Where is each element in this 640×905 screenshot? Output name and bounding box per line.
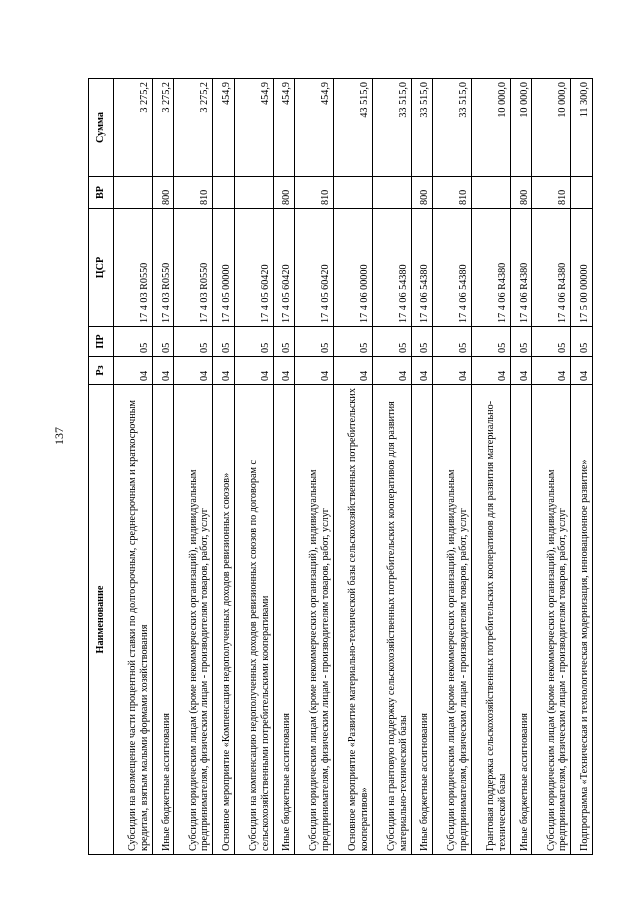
cell-csr: 17 4 05 60420 — [273, 209, 295, 327]
cell-sum: 454,9 — [234, 79, 273, 177]
table-row — [114, 79, 153, 855]
table-row — [334, 79, 373, 855]
cell-name: Субсидии на грантовую поддержку сельскохозяйственных потребительских кооперативов для развития материально-технической базы — [372, 385, 411, 855]
cell-vr — [114, 177, 153, 209]
cell-vr — [472, 177, 511, 209]
table-row — [510, 79, 532, 855]
cell-vr: 800 — [273, 177, 295, 209]
cell-pr: 05 — [532, 327, 571, 357]
cell-pr: 05 — [510, 327, 532, 357]
cell-csr: 17 4 05 00000 — [213, 209, 235, 327]
cell-vr: 810 — [295, 177, 334, 209]
cell-vr — [372, 177, 411, 209]
cell-sum: 454,9 — [273, 79, 295, 177]
cell-rz: 04 — [571, 357, 593, 385]
table-row — [372, 79, 411, 855]
rotated-page — [88, 79, 593, 855]
table-header-row — [89, 79, 114, 855]
cell-rz: 04 — [532, 357, 571, 385]
cell-name: Иные бюджетные ассигнования — [152, 385, 174, 855]
cell-pr: 05 — [433, 327, 472, 357]
cell-pr: 05 — [273, 327, 295, 357]
cell-vr: 810 — [174, 177, 213, 209]
table-row — [472, 79, 511, 855]
header-sum: Сумма — [89, 79, 114, 177]
cell-rz: 04 — [152, 357, 174, 385]
cell-rz: 04 — [213, 357, 235, 385]
cell-rz: 04 — [273, 357, 295, 385]
cell-rz: 04 — [433, 357, 472, 385]
cell-name: Подпрограмма «Техническая и технологическая модернизация, инновационное развитие» — [571, 385, 593, 855]
cell-name: Грантовая поддержка сельскохозяйственных потребительских кооперативов для развития материально-технической базы — [472, 385, 511, 855]
cell-sum: 3 275,2 — [152, 79, 174, 177]
cell-csr: 17 4 03 R0550 — [174, 209, 213, 327]
cell-rz: 04 — [295, 357, 334, 385]
cell-vr — [571, 177, 593, 209]
table-row — [213, 79, 235, 855]
cell-vr: 800 — [152, 177, 174, 209]
cell-csr: 17 4 06 54380 — [411, 209, 433, 327]
cell-csr: 17 4 05 60420 — [295, 209, 334, 327]
cell-sum: 10 000,0 — [532, 79, 571, 177]
cell-sum: 3 275,2 — [174, 79, 213, 177]
cell-csr: 17 4 06 00000 — [334, 209, 373, 327]
cell-pr: 05 — [174, 327, 213, 357]
cell-pr: 05 — [334, 327, 373, 357]
cell-csr: 17 4 06 54380 — [433, 209, 472, 327]
cell-pr: 05 — [571, 327, 593, 357]
cell-csr: 17 4 05 60420 — [234, 209, 273, 327]
header-csr: ЦСР — [89, 209, 114, 327]
cell-rz: 04 — [372, 357, 411, 385]
table-row — [532, 79, 571, 855]
cell-name: Основное мероприятие «Развитие материально-технической базы сельскохозяйственных потребительских кооперативов» — [334, 385, 373, 855]
cell-sum: 33 515,0 — [433, 79, 472, 177]
cell-name: Субсидии на возмещение части процентной ставки по долгосрочным, среднесрочным и краткосрочным кредитам, взятым малыми формами хозяйствования — [114, 385, 153, 855]
cell-csr: 17 4 06 54380 — [372, 209, 411, 327]
cell-csr: 17 4 06 R4380 — [472, 209, 511, 327]
cell-sum: 10 000,0 — [510, 79, 532, 177]
table-row — [411, 79, 433, 855]
cell-sum: 33 515,0 — [372, 79, 411, 177]
table-row — [295, 79, 334, 855]
header-vr: ВР — [89, 177, 114, 209]
cell-pr: 05 — [152, 327, 174, 357]
table-row — [433, 79, 472, 855]
cell-csr: 17 4 03 R0550 — [114, 209, 153, 327]
cell-pr: 05 — [213, 327, 235, 357]
cell-sum: 43 515,0 — [334, 79, 373, 177]
cell-rz: 04 — [510, 357, 532, 385]
page-number: 137 — [52, 427, 66, 445]
cell-pr: 05 — [234, 327, 273, 357]
cell-sum: 3 275,2 — [114, 79, 153, 177]
cell-pr: 05 — [472, 327, 511, 357]
budget-table — [88, 78, 593, 855]
cell-pr: 05 — [114, 327, 153, 357]
table-body — [114, 79, 593, 855]
table-row — [571, 79, 593, 855]
cell-csr: 17 4 03 R0550 — [152, 209, 174, 327]
cell-vr: 800 — [510, 177, 532, 209]
cell-name: Субсидии юридическим лицам (кроме некоммерческих организаций), индивидуальным предпринимателям, физическим лицам - производителям товаров, работ, услуг — [532, 385, 571, 855]
cell-sum: 33 515,0 — [411, 79, 433, 177]
cell-vr: 800 — [411, 177, 433, 209]
cell-csr: 17 4 06 R4380 — [510, 209, 532, 327]
table-row — [152, 79, 174, 855]
cell-pr: 05 — [372, 327, 411, 357]
header-pr: ПР — [89, 327, 114, 357]
cell-sum: 10 000,0 — [472, 79, 511, 177]
cell-pr: 05 — [295, 327, 334, 357]
cell-rz: 04 — [472, 357, 511, 385]
cell-name: Основное мероприятие «Компенсация недополученных доходов ревизионных союзов» — [213, 385, 235, 855]
cell-pr: 05 — [411, 327, 433, 357]
cell-name: Субсидии юридическим лицам (кроме некоммерческих организаций), индивидуальным предпринимателям, физическим лицам - производителям товаров, работ, услуг — [433, 385, 472, 855]
cell-sum: 11 300,0 — [571, 79, 593, 177]
cell-sum: 454,9 — [295, 79, 334, 177]
table-row — [273, 79, 295, 855]
header-name: Наименование — [89, 385, 114, 855]
cell-vr: 810 — [532, 177, 571, 209]
cell-vr — [213, 177, 235, 209]
cell-name: Субсидии юридическим лицам (кроме некоммерческих организаций), индивидуальным предпринимателям, физическим лицам - производителям товаров, работ, услуг — [295, 385, 334, 855]
cell-vr — [334, 177, 373, 209]
cell-csr: 17 5 00 00000 — [571, 209, 593, 327]
cell-name: Субсидии юридическим лицам (кроме некоммерческих организаций), индивидуальным предпринимателям, физическим лицам - производителям товаров, работ, услуг — [174, 385, 213, 855]
cell-rz: 04 — [114, 357, 153, 385]
table-row — [174, 79, 213, 855]
cell-name: Субсидии на компенсацию недополученных доходов ревизионных союзов по договорам с сельскохозяйственными потребительскими кооперативами — [234, 385, 273, 855]
cell-vr — [234, 177, 273, 209]
cell-name: Иные бюджетные ассигнования — [510, 385, 532, 855]
cell-rz: 04 — [411, 357, 433, 385]
table-row — [234, 79, 273, 855]
cell-rz: 04 — [234, 357, 273, 385]
cell-rz: 04 — [334, 357, 373, 385]
cell-sum: 454,9 — [213, 79, 235, 177]
cell-rz: 04 — [174, 357, 213, 385]
cell-name: Иные бюджетные ассигнования — [273, 385, 295, 855]
cell-vr: 810 — [433, 177, 472, 209]
cell-name: Иные бюджетные ассигнования — [411, 385, 433, 855]
cell-csr: 17 4 06 R4380 — [532, 209, 571, 327]
header-rz: Рз — [89, 357, 114, 385]
